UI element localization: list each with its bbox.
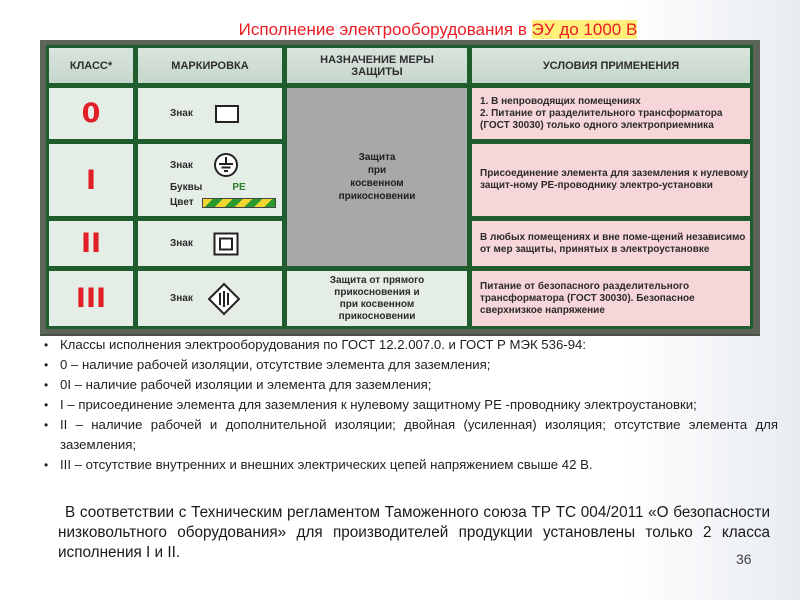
class-1-marking bbox=[135, 141, 285, 219]
class-0-condition-text: 1. В непроводящих помещениях 2. Питание от разделительного трансформатора (ГОСТ 30030) только одного электроприемника bbox=[480, 95, 723, 131]
slide-title-highlight: ЭУ до 1000 В bbox=[531, 20, 638, 39]
list-item: • 0 – наличие рабочей изоляции, отсутствие элемента для заземления; bbox=[44, 355, 778, 375]
protection-direct bbox=[284, 268, 470, 329]
page-number: 36 bbox=[736, 551, 752, 567]
double-square-icon bbox=[213, 232, 239, 256]
header-conditions: УСЛОВИЯ ПРИМЕНЕНИЯ bbox=[469, 45, 753, 86]
list-item: • Классы исполнения электрооборудования по ГОСТ 12.2.007.0. и ГОСТ Р МЭК 536-94: bbox=[44, 335, 778, 355]
class-0-label: 0 bbox=[46, 85, 136, 142]
header-protection: НАЗНАЧЕНИЕ МЕРЫ ЗАЩИТЫ bbox=[284, 45, 470, 86]
regulation-paragraph: В соответствии с Техническим регламентом Таможенного союза ТР ТС 004/2011 «О безопасности низковольтного оборудования» для производителей продукции установлены только 2 класса исполнения I и II. bbox=[58, 504, 770, 561]
protection-indirect bbox=[284, 85, 470, 269]
header-marking: МАРКИРОВКА bbox=[135, 45, 285, 86]
empty-square-icon bbox=[215, 105, 239, 123]
header-class: КЛАСС* bbox=[46, 45, 136, 86]
class-1-color-label: Цвет bbox=[170, 197, 194, 208]
class-3-marking bbox=[135, 268, 285, 329]
protection-direct-text: Защита от прямого прикосновения и при косвенном прикосновении bbox=[329, 274, 425, 322]
list-item: • I – присоединение элемента для заземления к нулевому защитному PE -проводнику электроустановки; bbox=[44, 395, 778, 415]
class-0-marking bbox=[135, 85, 285, 142]
slide-title bbox=[0, 20, 800, 40]
protection-indirect-text: Защита при косвенном прикосновении bbox=[338, 152, 416, 202]
list-item: • II – наличие рабочей и дополнительной изоляции; двойная (усиленная) изоляция; отсутствие элемента для заземления; bbox=[44, 415, 778, 455]
class-1-label: I bbox=[46, 141, 136, 219]
class-3-condition-text: Питание от безопасного разделительного трансформатора (ГОСТ 30030). Безопасное сверхнизкое напряжение bbox=[480, 280, 695, 316]
class-2-condition-text: В любых помещениях и вне поме-щений независимо от мер защиты, принятых в электроустановке bbox=[480, 231, 746, 255]
class-1-condition bbox=[469, 141, 753, 219]
list-item: • 0I – наличие рабочей изоляции и элемента для заземления; bbox=[44, 375, 778, 395]
class-1-sign-label: Знак bbox=[170, 159, 193, 171]
class-1-condition-text: Присоединение элемента для заземления к нулевому защит-ному PE-проводнику электро-установки bbox=[480, 168, 749, 191]
slide-title-main: Исполнение электрооборудования в bbox=[238, 20, 527, 39]
pe-letters: PE bbox=[232, 182, 246, 193]
class-3-label: III bbox=[46, 268, 136, 329]
class-3-sign-label: Знак bbox=[170, 293, 193, 304]
list-item: • III – отсутствие внутренних и внешних электрических цепей напряжением свыше 42 В. bbox=[44, 455, 778, 475]
diamond-bars-icon bbox=[207, 282, 241, 316]
class-3-condition bbox=[469, 268, 753, 329]
classes-table bbox=[47, 46, 753, 329]
protective-earth-circle-icon bbox=[213, 152, 239, 178]
class-0-sign-label: Знак bbox=[170, 108, 193, 119]
class-2-condition bbox=[469, 218, 753, 269]
class-1-letters-label: Буквы bbox=[170, 182, 203, 193]
class-2-marking bbox=[135, 218, 285, 269]
class-0-condition bbox=[469, 85, 753, 142]
class-2-label: II bbox=[46, 218, 136, 269]
class-2-sign-label: Знак bbox=[170, 238, 193, 249]
classes-list bbox=[44, 335, 778, 475]
yellow-green-stripe-icon bbox=[202, 198, 276, 208]
